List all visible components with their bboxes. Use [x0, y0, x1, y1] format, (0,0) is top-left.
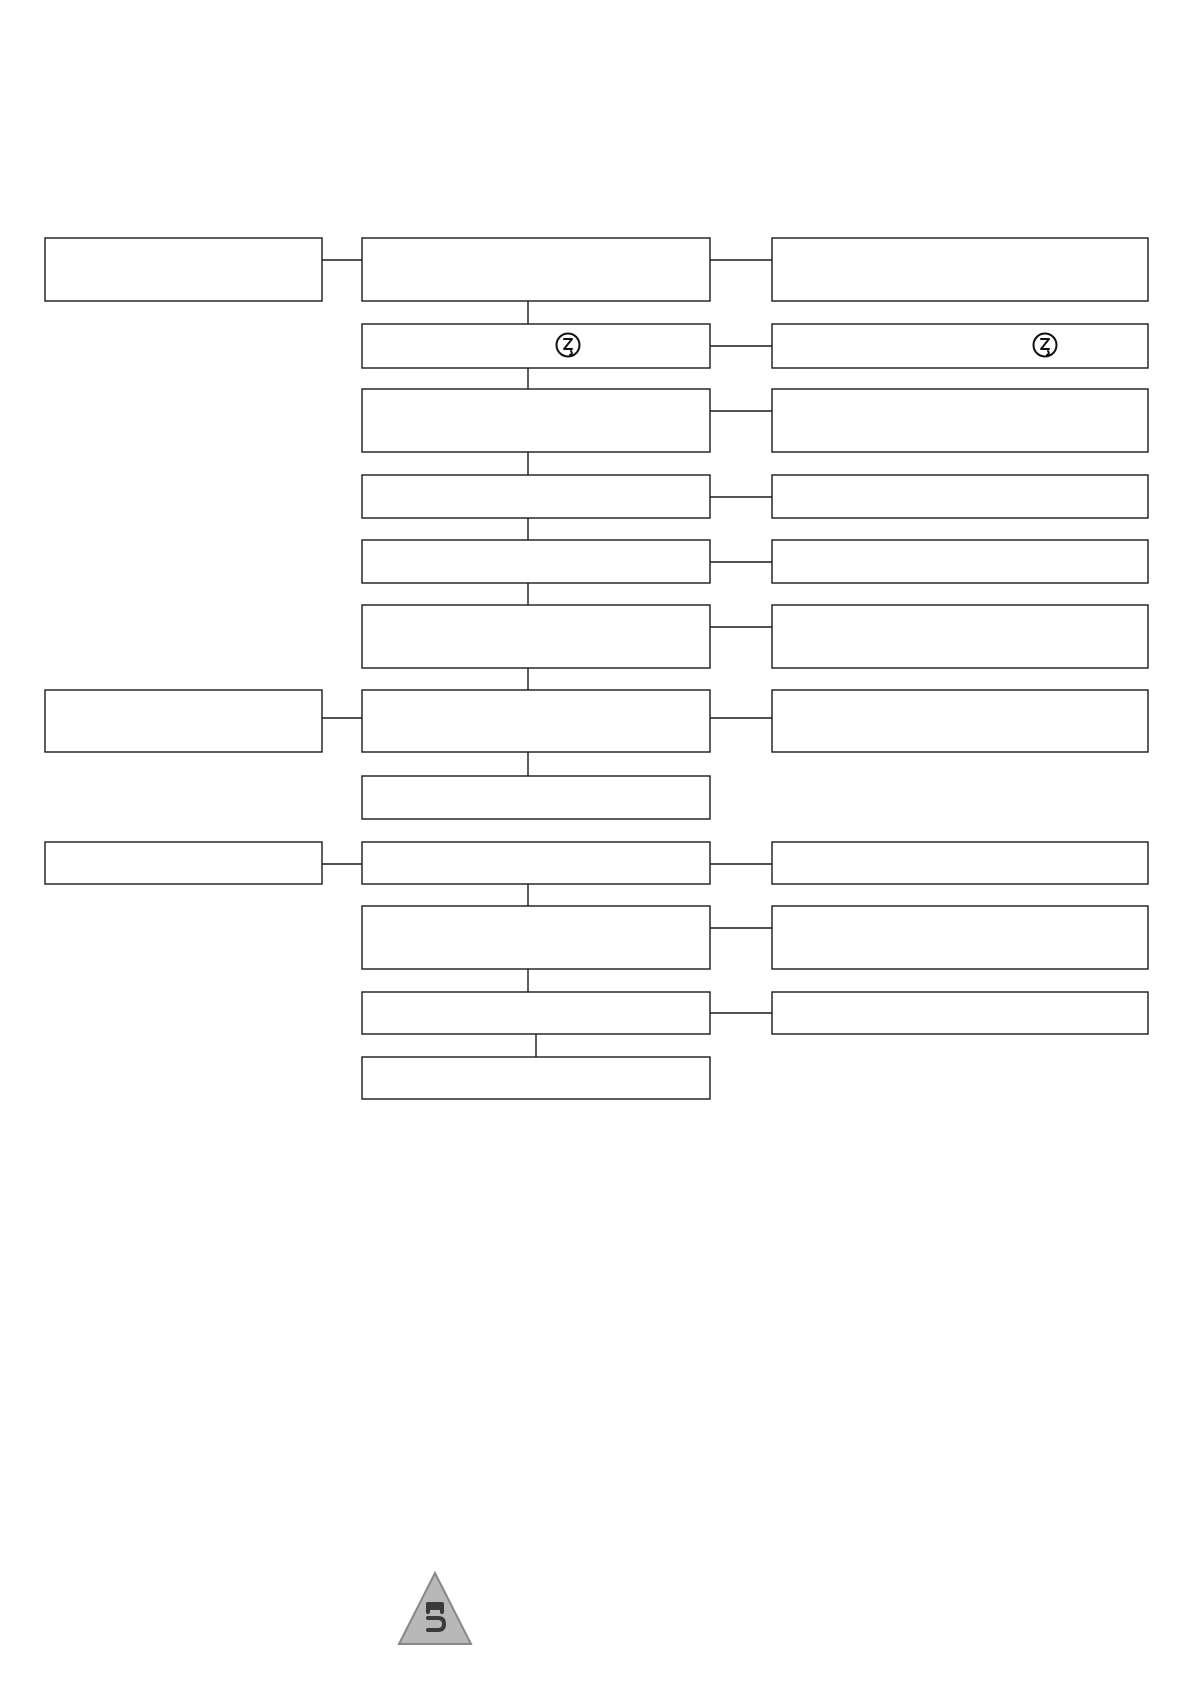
box-right-7	[772, 690, 1148, 752]
box-center-6	[362, 605, 710, 668]
box-center-4	[362, 475, 710, 518]
box-center-8	[362, 776, 710, 819]
box-left-1	[45, 238, 322, 301]
box-center-2	[362, 324, 710, 368]
box-right-10	[772, 906, 1148, 969]
lightbulb-icon	[1034, 334, 1057, 357]
box-center-10	[362, 906, 710, 969]
box-left-2	[45, 690, 322, 752]
box-center-7	[362, 690, 710, 752]
box-center-1	[362, 238, 710, 301]
box-center-12	[362, 1057, 710, 1099]
box-right-1	[772, 238, 1148, 301]
box-right-9	[772, 842, 1148, 884]
box-center-9	[362, 842, 710, 884]
hu-triangle-logo	[399, 1573, 471, 1644]
box-left-3	[45, 842, 322, 884]
box-right-11	[772, 992, 1148, 1034]
box-center-3	[362, 389, 710, 452]
box-right-3	[772, 389, 1148, 452]
box-right-2	[772, 324, 1148, 368]
right-column	[772, 238, 1148, 1034]
lightbulb-icon	[557, 334, 580, 357]
center-column	[362, 238, 710, 1099]
box-center-5	[362, 540, 710, 583]
box-right-6	[772, 605, 1148, 668]
box-center-11	[362, 992, 710, 1034]
left-column	[45, 238, 322, 884]
box-right-4	[772, 475, 1148, 518]
box-right-5	[772, 540, 1148, 583]
